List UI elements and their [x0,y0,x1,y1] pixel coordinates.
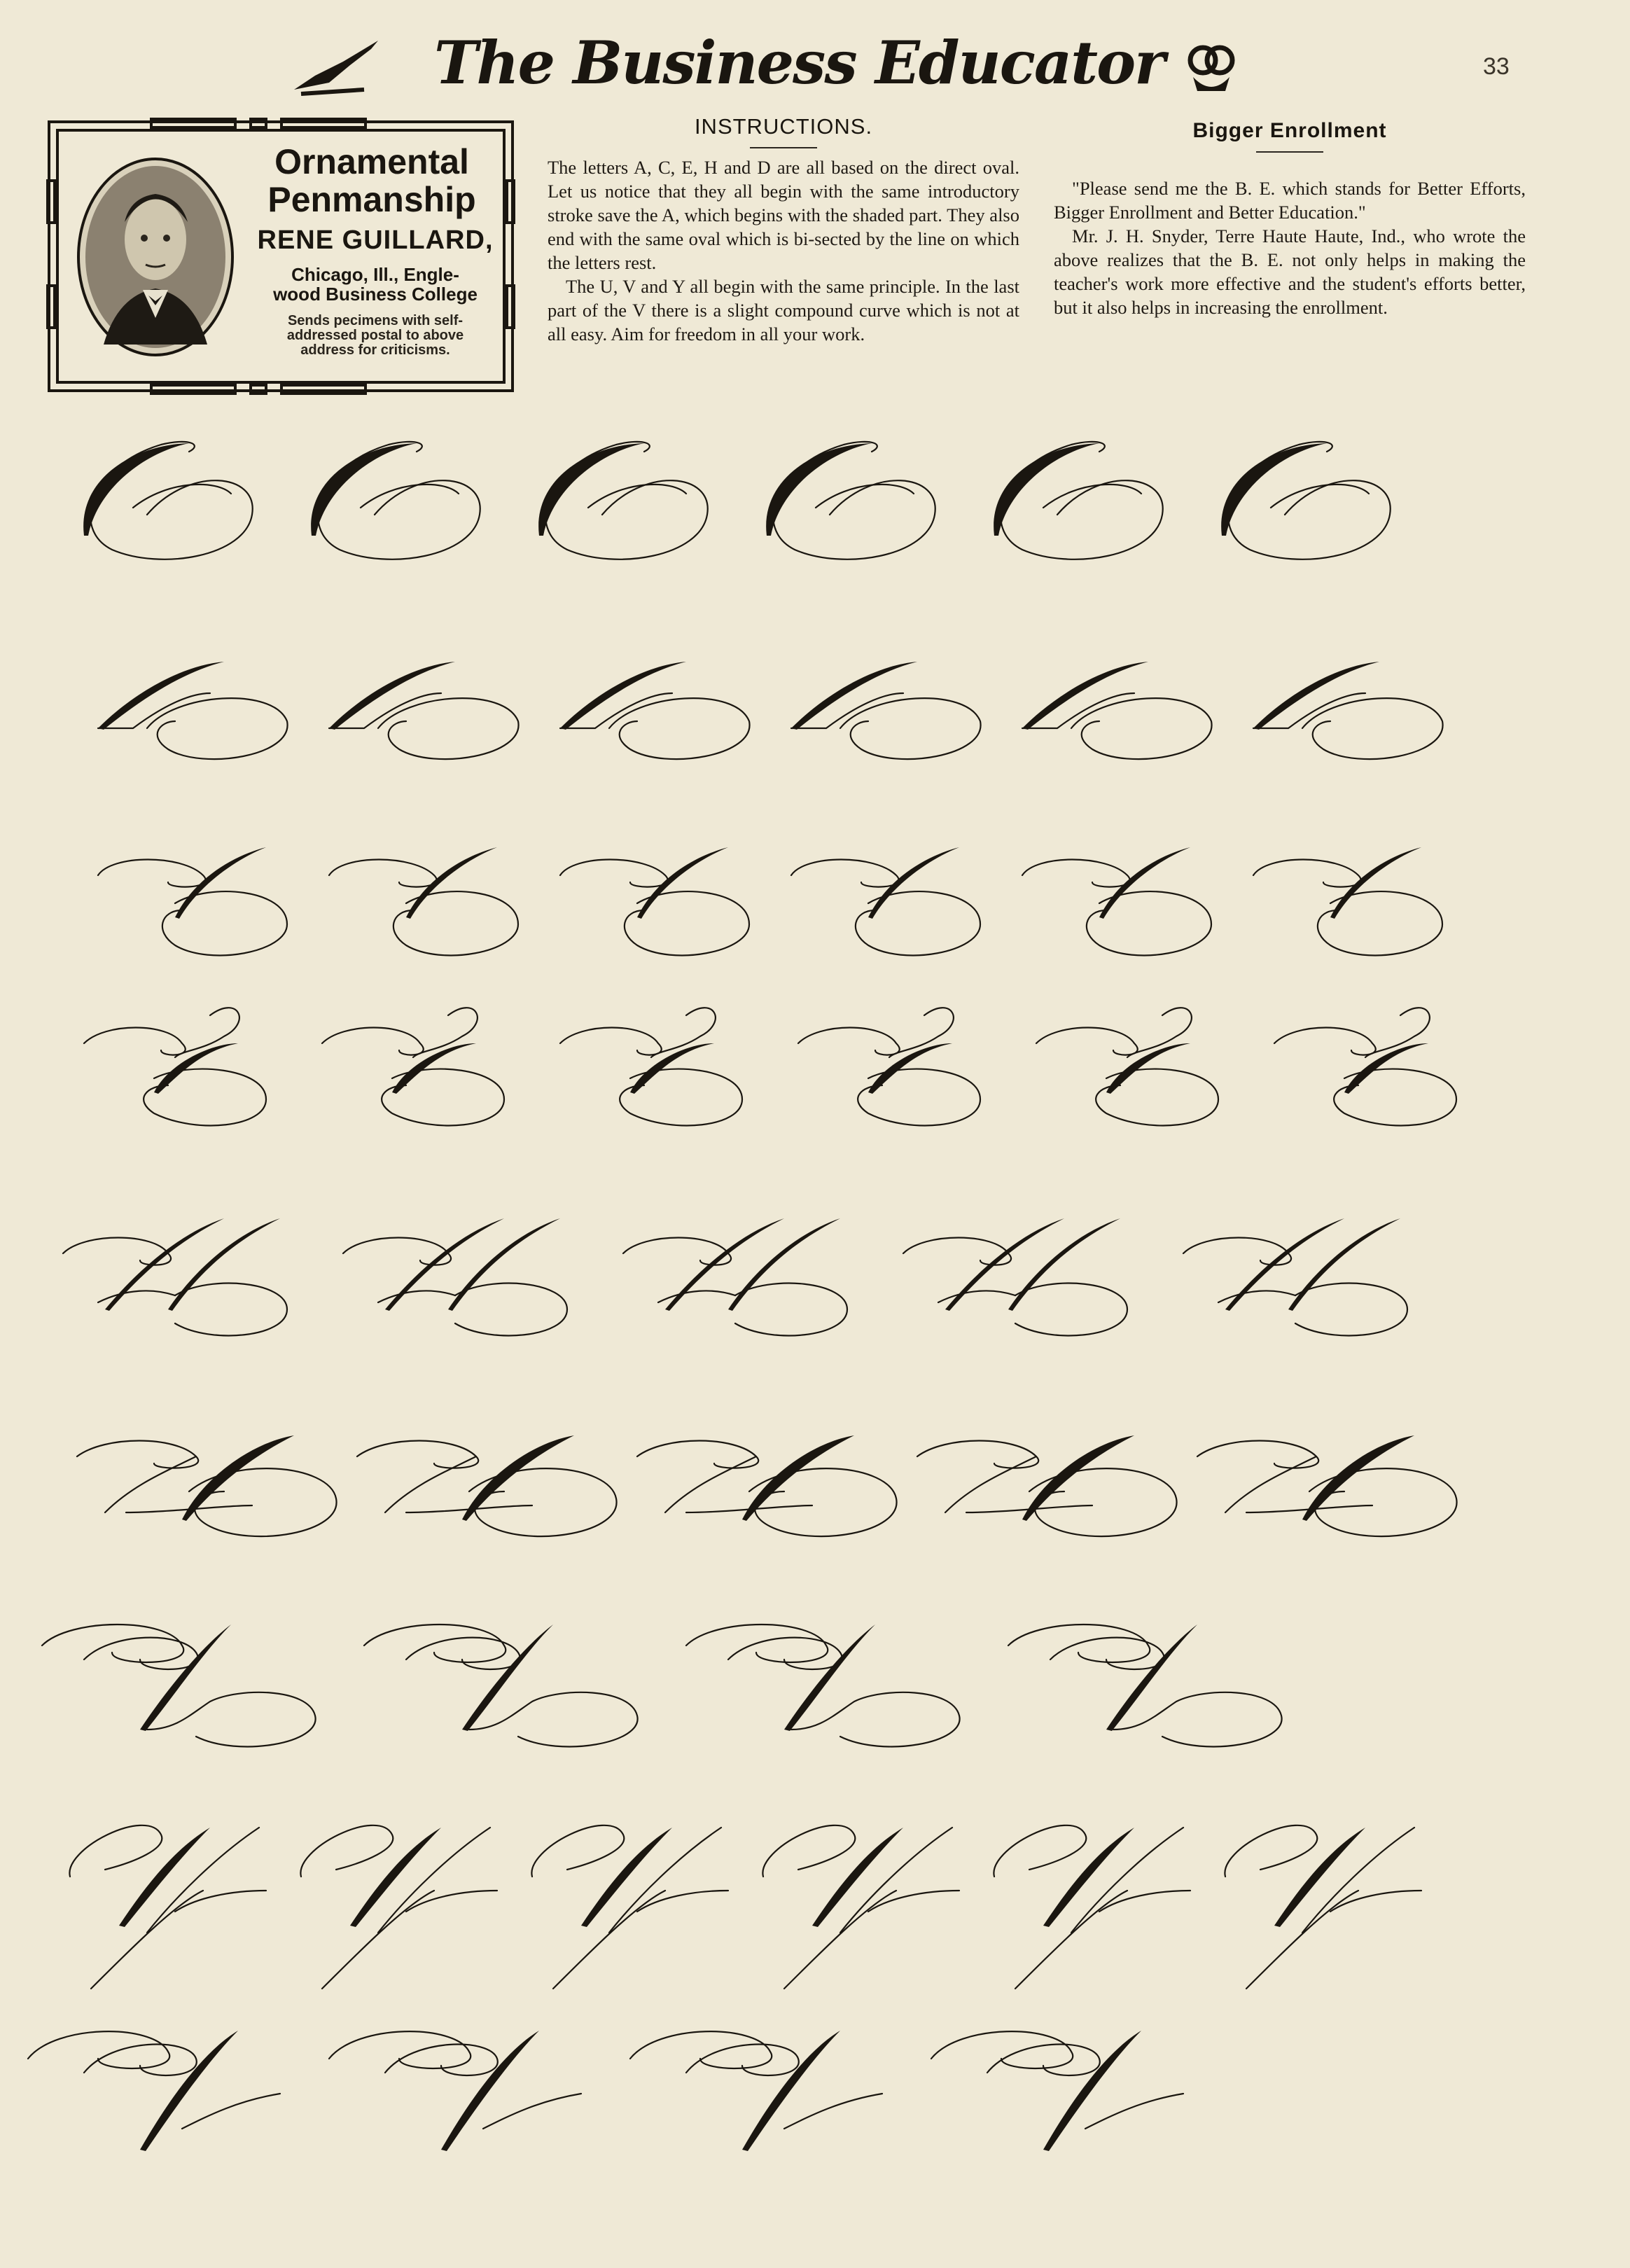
specimen-letter-a [1022,662,1212,759]
specimen-letter-c [1022,847,1211,955]
specimen-letter-y [531,1825,728,1989]
specimen-letter-a [1253,662,1443,759]
specimen-letter-e [322,1008,504,1125]
specimen-letter-e [84,1008,266,1125]
specimen-letter-a [791,662,981,759]
instructions-column [548,115,1019,346]
specimen-letter-d [917,1435,1177,1536]
specimen-letter-h [623,1218,847,1335]
heading-rule [1256,151,1323,153]
page-number: 33 [1483,53,1510,80]
specimen-letter-v [630,2031,882,2151]
emblem-icon [1183,41,1239,97]
specimen-letter-u [364,1625,638,1746]
specimen-letter-c [329,847,518,955]
specimen-letter-h [343,1218,567,1335]
specimen-letter-o [538,442,708,559]
instructions-paragraph-2: The U, V and Y all begin with the same principle. In the last part of the V there is a slight compound curve which is not at all easy. Aim for freedom in all your work. [548,276,1019,345]
ad-note [256,314,494,358]
specimen-letter-e [798,1008,980,1125]
ad-location-line2: wood Business College [273,284,478,305]
specimen-letter-u [686,1625,960,1746]
specimen-letter-o [83,442,253,559]
specimen-letter-o [766,442,935,559]
specimen-letter-c [1253,847,1442,955]
specimen-letter-e [1274,1008,1456,1125]
specimen-letter-a [560,662,750,759]
specimen-letter-y [1225,1825,1421,1989]
instructions-paragraph-1: The letters A, C, E, H and D are all based on the direct oval. Let us notice that they all begin with the same introductory stroke save the A, which begins with the shaded part. They also end with the same oval which is bi-sected by the line on which the letters rest. [548,157,1019,273]
masthead [0,14,1630,105]
specimen-letter-h [63,1218,287,1335]
specimen-letter-a [98,662,288,759]
ad-location-line1: Chicago, Ill., Engle- [291,264,459,285]
specimen-letter-c [560,847,749,955]
ad-location [246,265,505,304]
ad-title [246,143,498,218]
specimen-letter-c [791,847,980,955]
specimen-letter-v [931,2031,1183,2151]
specimen-letter-d [357,1435,617,1536]
specimen-letter-u [1008,1625,1282,1746]
specimen-letter-c [98,847,287,955]
specimen-letter-y [994,1825,1190,1989]
specimen-letter-e [1036,1008,1218,1125]
specimen-letter-h [1183,1218,1407,1335]
specimen-letter-y [300,1825,497,1989]
ad-author-name: RENE GUILLARD, [257,225,494,255]
specimen-letter-h [903,1218,1127,1335]
masthead-title: The Business Educator [434,28,1164,97]
enrollment-paragraph-2: Mr. J. H. Snyder, Terre Haute Haute, Ind., who wrote the above realizes that the B. E. not only helps in making the teacher's work more effective and the student's efforts better, but it also helps in increasing the enrollment. [1054,225,1526,318]
ad-title-line1: Ornamental [274,142,469,181]
specimen-letter-v [329,2031,581,2151]
specimen-letter-o [1221,442,1391,559]
specimen-letter-a [329,662,519,759]
specimen-letter-v [28,2031,280,2151]
enrollment-heading: Bigger Enrollment [1192,119,1387,142]
specimen-letter-d [77,1435,337,1536]
heading-rule [750,147,817,148]
penmanship-specimens [0,392,1630,2255]
specimen-letter-d [1197,1435,1457,1536]
specimen-letter-o [994,442,1163,559]
portrait-icon [76,155,235,359]
penmanship-plate [0,392,1630,2255]
ad-note-line1: Sends pecimens with self- [287,313,464,328]
specimen-letter-y [69,1825,266,1989]
ad-card [46,118,515,395]
enrollment-paragraph-1: "Please send me the B. E. which stands for Better Efforts, Bigger Enrollment and Better Education." [1054,178,1526,223]
ad-title-line2: Penmanship [267,180,476,219]
instructions-heading: INSTRUCTIONS. [694,114,873,139]
specimen-letter-d [637,1435,897,1536]
quill-icon [287,34,385,97]
specimen-letter-o [311,442,480,559]
specimen-letter-e [560,1008,742,1125]
enrollment-column [1054,115,1526,319]
specimen-letter-y [762,1825,959,1989]
ad-note-line3: address for criticisms. [300,342,450,358]
ad-note-line2: addressed postal to above [286,328,464,343]
specimen-letter-u [42,1625,316,1746]
